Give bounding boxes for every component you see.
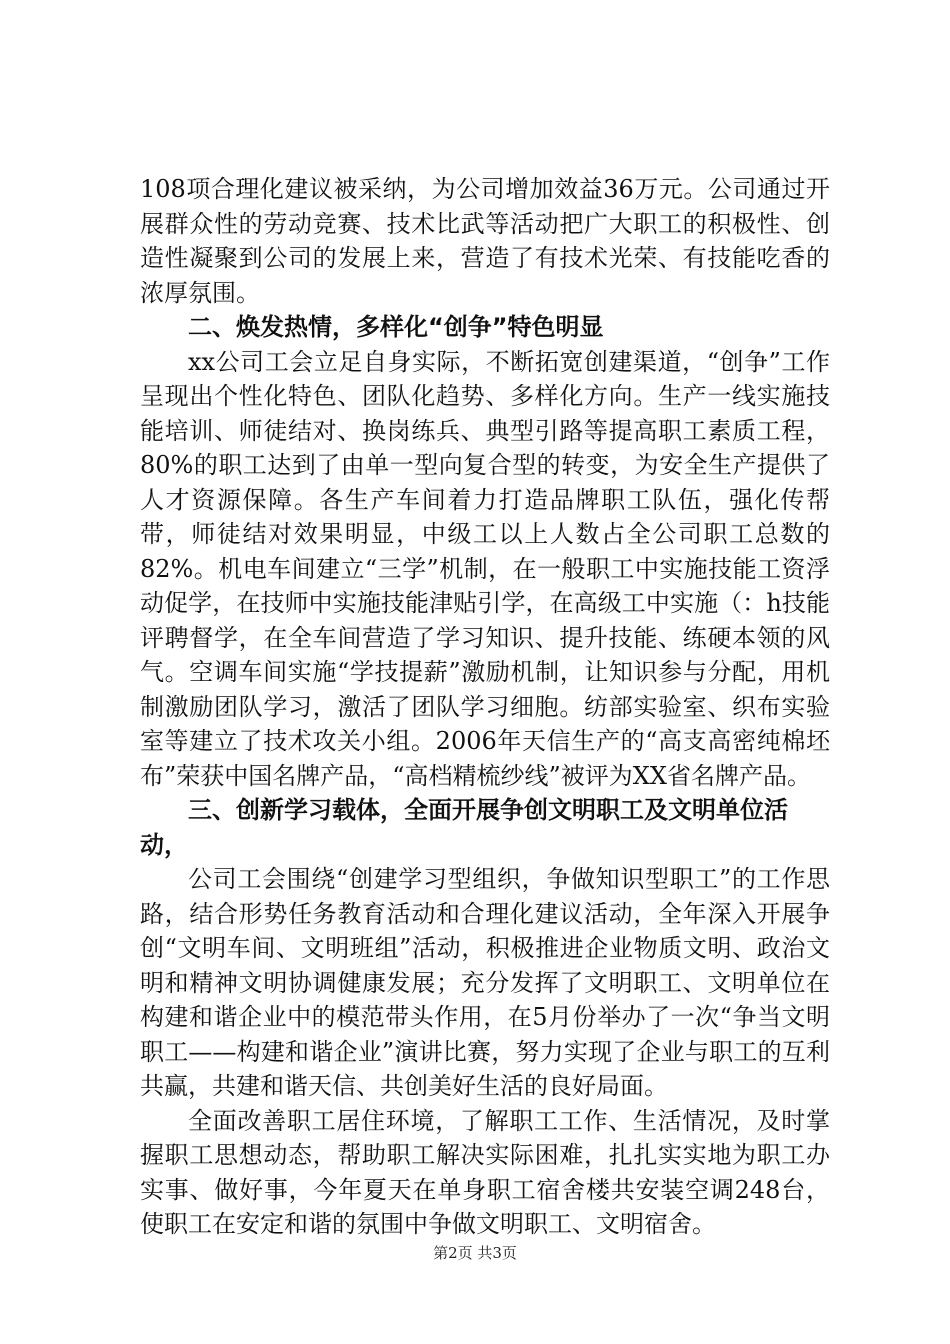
section-heading-2: 二、焕发热情，多样化“创争”特色明显	[188, 313, 604, 341]
paragraph-section-2: xx公司工会立足自身实际，不断拓宽创建渠道，“创争”工作呈现出个性化特色、团队化趋势、多样化方向。生产一线实施技能培训、师徒结对、换岗练兵、典型引路等提高职工素质工程，80%的职工达到了由单一型向复合型的转变，为安全生产提供了人才资源保障。各生产车间着力打造品牌职工队伍，强化传帮带，师徒结对效果明显，中级工以上人数占全公司职工总数的82%。机电车间建立“三学”机制，在一般职工中实施技能工资浮动促学，在技师中实施技能津贴引学，在高级工中实施（：h技能评聘督学，在全车间营造了学习知识、提升技能、练硬本领的风气。空调车间实施“学技提薪”激励机制，让知识参与分配，用机制激励团队学习，激活了团队学习细胞。纺部实验室、织布实验室等建立了技术攻关小组。2006年天信生产的“高支高密纯棉坯布”荣获中国名牌产品，“高档精梳纱线”被评为XX省名牌产品。	[140, 347, 830, 790]
page-footer	[0, 1243, 950, 1263]
paragraph-living-environment: 全面改善职工居住环境，了解职工工作、生活情况，及时掌握职工思想动态，帮助职工解决实际困难，扎扎实实地为职工办实事、做好事，今年夏天在单身职工宿舍楼共安装空调248台，使职工在安定和谐的氛围中争做文明职工、文明宿舍。	[140, 1106, 830, 1238]
paragraph-intro: 108项合理化建议被采纳，为公司增加效益36万元。公司通过开展群众性的劳动竞赛、技术比武等活动把广大职工的积极性、创造性凝聚到公司的发展上来，营造了有技术光荣、有技能吃香的浓厚氛围。	[140, 175, 830, 307]
page-number-label: 第2页 共3页	[433, 1244, 517, 1262]
document-body	[140, 172, 830, 1242]
section-heading-3: 三、创新学习载体，全面开展争创文明职工及文明单位活动，	[140, 796, 788, 859]
paragraph-section-3: 公司工会围绕“创建学习型组织，争做知识型职工”的工作思路，结合形势任务教育活动和合理化建议活动，全年深入开展争创“文明车间、文明班组”活动，积极推进企业物质文明、政治文明和精神文明协调健康发展；充分发挥了文明职工、文明单位在构建和谐企业中的模范带头作用，在5月份举办了一次“争当文明职工——构建和谐企业”演讲比赛，努力实现了企业与职工的互利共赢，共建和谐天信、共创美好生活的良好局面。	[140, 865, 830, 1100]
